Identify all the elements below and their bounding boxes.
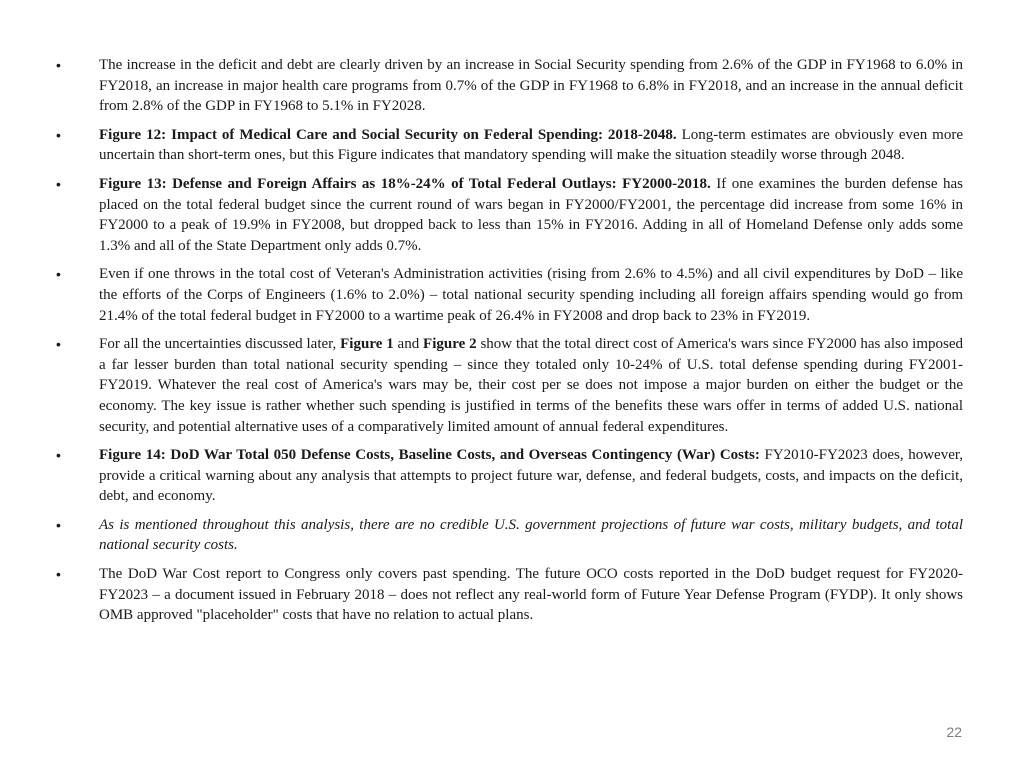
- bullet-text: If one examines the burden defense has placed on the total federal budget since the current round of wars began in FY2000/FY2001, the percentage did increase from some 16% in FY2000 to a peak of 19.9% in FY2008, but dropped back to less than 15% in FY2016. Adding in all of Homeland Defense only adds some 1.3% and all of the State Department only adds 0.7%.: [99, 175, 963, 254]
- bullet-icon: •: [56, 516, 61, 533]
- bullet-item: [56, 515, 963, 556]
- bullet-icon: •: [56, 447, 61, 464]
- bullet-item: [56, 564, 963, 626]
- bullet-icon: •: [56, 126, 61, 143]
- figure-reference-heading: Figure 13: Defense and Foreign Affairs as 18%-24% of Total Federal Outlays: FY2000-2018.: [99, 175, 711, 192]
- bullet-item: [56, 55, 963, 117]
- bullet-text: Even if one throws in the total cost of Veteran's Administration activities (rising from 2.6% to 4.5%) and all civil expenditures by DoD – like the efforts of the Corps of Engineers (1.6% to 2.0%) – total national security spending including all foreign affairs spending would go from 21.4% of the total federal budget in FY2000 to a wartime peak of 26.4% in FY2008 and drop back to 23% in FY2019.: [99, 266, 963, 324]
- bullet-item: [56, 174, 963, 256]
- bullet-text: The increase in the deficit and debt are clearly driven by an increase in Social Security spending from 2.6% of the GDP in FY1968 to 6.0% in FY2018, an increase in major health care programs from 0.7% of the GDP in FY1968 to 6.8% in FY2018, and an increase in the annual deficit from 2.8% of the GDP in FY1968 to 5.1% in FY2028.: [99, 57, 963, 115]
- bullet-icon: •: [56, 336, 61, 353]
- bullet-text-part: and: [393, 336, 424, 353]
- bullet-item: [56, 334, 963, 437]
- figure-1-reference: Figure 1: [340, 336, 394, 353]
- bullet-text: The DoD War Cost report to Congress only covers past spending. The future OCO costs reported in the DoD budget request for FY2020- FY2023 – a document issued in February 2018 – does not reflect any real-world form of Future Year Defense Program (FYDP). It only shows OMB approved "placeholder" costs that have no relation to actual plans.: [99, 566, 963, 624]
- bullet-icon: •: [56, 266, 61, 283]
- bullet-text: FY2010-FY2023 does, however, provide a critical warning about any analysis that attempts to project future war, defense, and federal budgets, costs, and impacts on the deficit, debt, and economy.: [99, 447, 963, 505]
- bullet-text-part: For all the uncertainties discussed later,: [99, 336, 341, 353]
- bullet-icon: •: [56, 57, 61, 73]
- figure-reference-heading: Figure 14: DoD War Total 050 Defense Costs, Baseline Costs, and Overseas Contingency (War) Costs:: [99, 447, 760, 464]
- bullet-icon: •: [56, 175, 61, 192]
- bullet-item: [56, 125, 963, 166]
- bullet-text: Long-term estimates are obviously even more uncertain than short-term ones, but this Figure indicates that mandatory spending will make the situation steadily worse through 2048.: [99, 126, 963, 164]
- figure-2-reference: Figure 2: [423, 336, 477, 353]
- bullet-item: [56, 264, 963, 326]
- bullet-text-italic: As is mentioned throughout this analysis, there are no credible U.S. government projections of future war costs, military budgets, and total national security costs.: [99, 516, 963, 554]
- figure-reference-heading: Figure 12: Impact of Medical Care and Social Security on Federal Spending: 2018-2048.: [99, 126, 677, 143]
- bullet-text-part: show that the total direct cost of America's wars since FY2000 has also imposed a far lesser burden than total national security spending – since they totaled only 10-24% of U.S. total defense spending during FY2001-FY2019. Whatever the real cost of America's wars may be, their cost per se does not impose a major burden on either the budget or the economy. The key issue is rather whether such spending is justified in terms of the benefits these wars offer in terms of added U.S. national security, and potential alternative uses of a comparatively limited amount of annual federal expenditures.: [99, 336, 963, 435]
- bullet-item: [56, 445, 963, 507]
- bullet-icon: •: [56, 566, 61, 583]
- bullet-list: [56, 55, 963, 634]
- page-number: 22: [946, 724, 962, 740]
